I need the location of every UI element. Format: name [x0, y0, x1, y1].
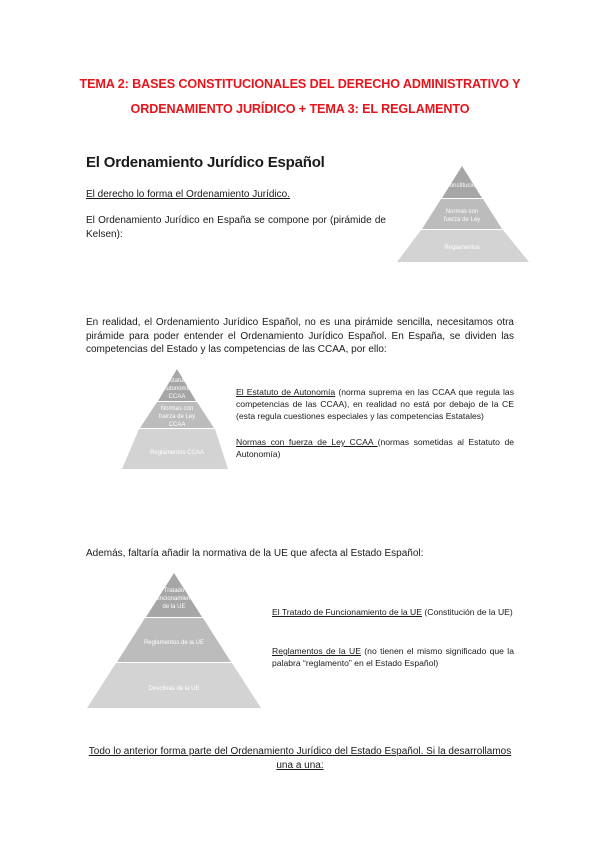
pyramid-label: Estatuto	[165, 378, 189, 384]
intro-underlined: El derecho lo forma el Ordenamiento Jurídico.	[86, 189, 290, 200]
pyramid-label: Constitución	[445, 183, 479, 189]
document-title	[60, 72, 540, 122]
pyramid-label: Funcionamiento	[152, 596, 196, 602]
paragraph-ue: Además, faltaría añadir la normativa de la UE que afecta al Estado Español:	[86, 548, 424, 559]
note-text: (norma suprema en las CCAA que regula las competencias de las CCAA), en realidad no está por debajo de la CE (esta regula cuestiones especiales y las competencias Estatales)	[236, 387, 515, 421]
pyramid-label: fuerza de Ley	[443, 217, 481, 223]
note-term: El Estatuto de Autonomía	[236, 387, 336, 397]
pyramid-label: Autonomía	[162, 386, 192, 392]
pyramid-level-top	[146, 573, 202, 617]
intro-text: El Ordenamiento Jurídico en España se compone por (pirámide de Kelsen):	[86, 215, 386, 240]
ccaa-note-1	[236, 386, 514, 422]
pyramid-label: Reglamentos CCAA	[150, 450, 204, 456]
paragraph-ccaa: En realidad, el Ordenamiento Jurídico Español, no es una pirámide sencilla, necesitamos otra pirámide para poder entender el Ordenamiento Jurídico Español. En España, se dividen las competencias del Estado y las competencias de las CCAA, por ello:	[86, 317, 514, 355]
pyramid-label: Tratado	[163, 588, 185, 594]
pyramid-kelsen	[395, 163, 535, 265]
pyramid-label: Reglamentos	[444, 245, 480, 251]
pyramid-ue	[85, 570, 265, 712]
note-text: (normas sometidas al Estatuto de Autonomía)	[236, 437, 514, 459]
note-term: Normas con fuerza de Ley CCAA	[236, 437, 378, 447]
pyramid-ccaa	[118, 366, 230, 472]
pyramid-label: Normas con	[160, 406, 194, 412]
pyramid-label: CCAA	[168, 422, 186, 428]
pyramid-level-base	[122, 429, 228, 469]
note-text: (Constitución de la UE)	[422, 607, 513, 617]
pyramid-label: Directivas de la UE	[148, 686, 200, 692]
pyramid-label: de la UE	[162, 604, 186, 610]
ue-note-2	[272, 645, 514, 669]
ccaa-note-2	[236, 436, 514, 460]
ue-note-1	[272, 606, 514, 618]
title-line-2: ORDENAMIENTO JURÍDICO + TEMA 3: EL REGLAMENTO	[130, 102, 470, 116]
note-term: El Tratado de Funcionamiento de la UE	[272, 607, 423, 617]
title-line-1: TEMA 2: BASES CONSTITUCIONALES DEL DERECHO ADMINISTRATIVO Y	[79, 77, 521, 91]
note-term: Reglamentos de la UE	[272, 646, 361, 656]
closing-text: Todo lo anterior forma parte del Ordenamiento Jurídico del Estado Español. Si la desarrollamos una a una:	[88, 746, 512, 771]
pyramid-level-top	[442, 166, 482, 198]
section-heading: El Ordenamiento Jurídico Español	[86, 154, 325, 171]
pyramid-label: fuerza de Ley	[158, 414, 196, 420]
note-text: (no tienen el mismo significado que la palabra “reglamento” en el Estado Español)	[272, 646, 514, 668]
pyramid-label: Reglamentos de la UE	[143, 640, 205, 646]
pyramid-label: Normas con	[445, 209, 479, 215]
pyramid-label: CCAA	[168, 394, 186, 400]
